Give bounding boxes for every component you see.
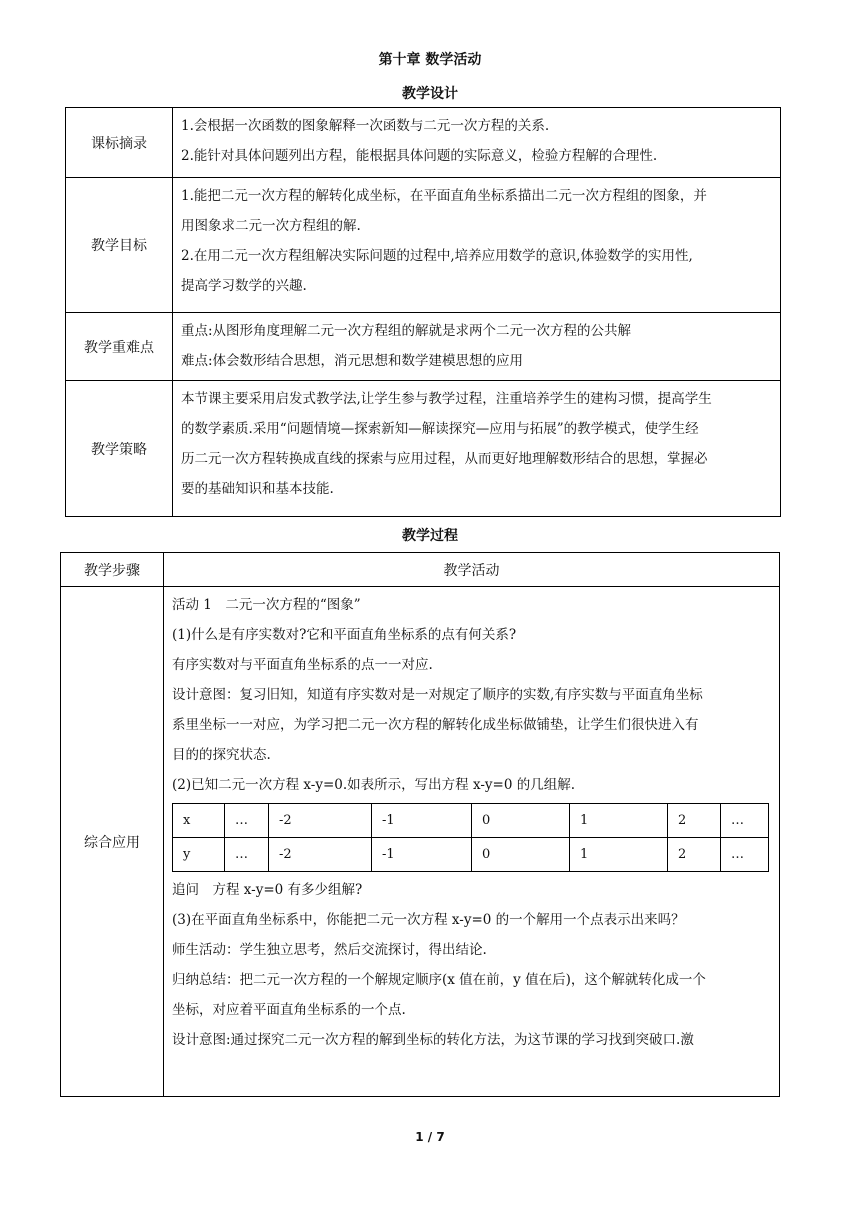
process-header-row (61, 553, 780, 587)
x-row (173, 804, 769, 838)
row-label: 教学重难点 (66, 313, 173, 381)
text-line: 本节课主要采用启发式教学法,让学生参与教学过程，注重培养学生的建构习惯，提高学生 (181, 391, 712, 407)
text-line: 坐标，对应着平面直角坐标系的一个点. (172, 1002, 406, 1018)
design-row-key-points (66, 313, 781, 381)
table-cell: 1 (570, 838, 668, 872)
row-content (173, 178, 781, 313)
row-label: 课标摘录 (66, 108, 173, 178)
table-cell: … (721, 804, 769, 838)
table-cell: 0 (472, 838, 570, 872)
table-cell: … (225, 804, 269, 838)
text-line: 活动 1 二元一次方程的“图象” (172, 597, 361, 613)
row-content (173, 108, 781, 178)
xy-values-table (172, 803, 769, 872)
text-line: 1.能把二元一次方程的解转化成坐标，在平面直角坐标系描出二元一次方程组的图象，并 (181, 188, 707, 204)
step-label: 综合应用 (61, 587, 164, 1097)
teaching-process-table (60, 552, 780, 1097)
design-row-standards (66, 108, 781, 178)
text-line: (3)在平面直角坐标系中，你能把二元一次方程 x-y=0 的一个解用一个点表示出来吗？ (172, 912, 685, 928)
table-cell: 2 (668, 804, 721, 838)
text-line: 师生活动：学生独立思考，然后交流探讨，得出结论. (172, 942, 487, 958)
table-cell: … (721, 838, 769, 872)
teaching-design-table (65, 107, 781, 517)
text-line: 用图象求二元一次方程组的解. (181, 218, 361, 234)
table-cell: … (225, 838, 269, 872)
table-cell: -1 (372, 838, 472, 872)
text-line: 难点:体会数形结合思想，消元思想和数学建模思想的应用 (181, 353, 524, 369)
row-label: 教学目标 (66, 178, 173, 313)
text-line: 目的的探究状态. (172, 747, 271, 763)
text-line: 归纳总结：把二元一次方程的一个解规定顺序(x 值在前，y 值在后)，这个解就转化成一个 (172, 972, 706, 988)
process-section-title: 教学过程 (402, 528, 458, 544)
design-section-title: 教学设计 (402, 86, 458, 102)
table-cell: -2 (269, 804, 372, 838)
y-row (173, 838, 769, 872)
page-number: 1 / 7 (415, 1130, 445, 1144)
process-row (61, 587, 780, 1097)
activity-content (164, 587, 780, 1097)
row-label: 教学策略 (66, 381, 173, 517)
row-content (173, 313, 781, 381)
table-cell: 2 (668, 838, 721, 872)
table-cell: y (173, 838, 225, 872)
text-line: 系里坐标一一对应，为学习把二元一次方程的解转化成坐标做铺垫，让学生们很快进入有 (172, 717, 699, 733)
header-steps: 教学步骤 (61, 553, 164, 587)
text-line: 历二元一次方程转换成直线的探索与应用过程，从而更好地理解数形结合的思想，掌握必 (181, 451, 708, 467)
table-cell: 0 (472, 804, 570, 838)
design-row-strategy (66, 381, 781, 517)
text-line: 提高学习数学的兴趣. (181, 278, 307, 294)
text-line: 2.在用二元一次方程组解决实际问题的过程中,培养应用数学的意识,体验数学的实用性, (181, 248, 693, 264)
text-line: 1.会根据一次函数的图象解释一次函数与二元一次方程的关系. (181, 118, 550, 134)
table-cell: -1 (372, 804, 472, 838)
table-cell: -2 (269, 838, 372, 872)
row-content (173, 381, 781, 517)
design-row-objectives (66, 178, 781, 313)
text-line: 重点:从图形角度理解二元一次方程组的解就是求两个二元一次方程的公共解 (181, 323, 632, 339)
text-line: (1)什么是有序实数对?它和平面直角坐标系的点有何关系? (172, 627, 517, 643)
text-line: 设计意图:通过探究二元一次方程的解到坐标的转化方法，为这节课的学习找到突破口.激 (172, 1032, 694, 1048)
text-line: 要的基础知识和基本技能. (181, 481, 334, 497)
text-line: (2)已知二元一次方程 x-y=0.如表所示，写出方程 x-y=0 的几组解. (172, 777, 576, 793)
chapter-title: 第十章 数学活动 (378, 52, 482, 68)
text-line: 有序实数对与平面直角坐标系的点一一对应. (172, 657, 433, 673)
text-line: 设计意图：复习旧知，知道有序实数对是一对规定了顺序的实数,有序实数与平面直角坐标 (172, 687, 703, 703)
text-line: 2.能针对具体问题列出方程，能根据具体问题的实际意义，检验方程解的合理性. (181, 148, 658, 164)
table-cell: x (173, 804, 225, 838)
header-activities: 教学活动 (164, 553, 780, 587)
text-line: 的数学素质.采用“问题情境—探索新知—解读探究—应用与拓展”的教学模式，使学生经 (181, 421, 699, 437)
table-cell: 1 (570, 804, 668, 838)
text-line: 追问 方程 x-y=0 有多少组解? (172, 882, 363, 898)
